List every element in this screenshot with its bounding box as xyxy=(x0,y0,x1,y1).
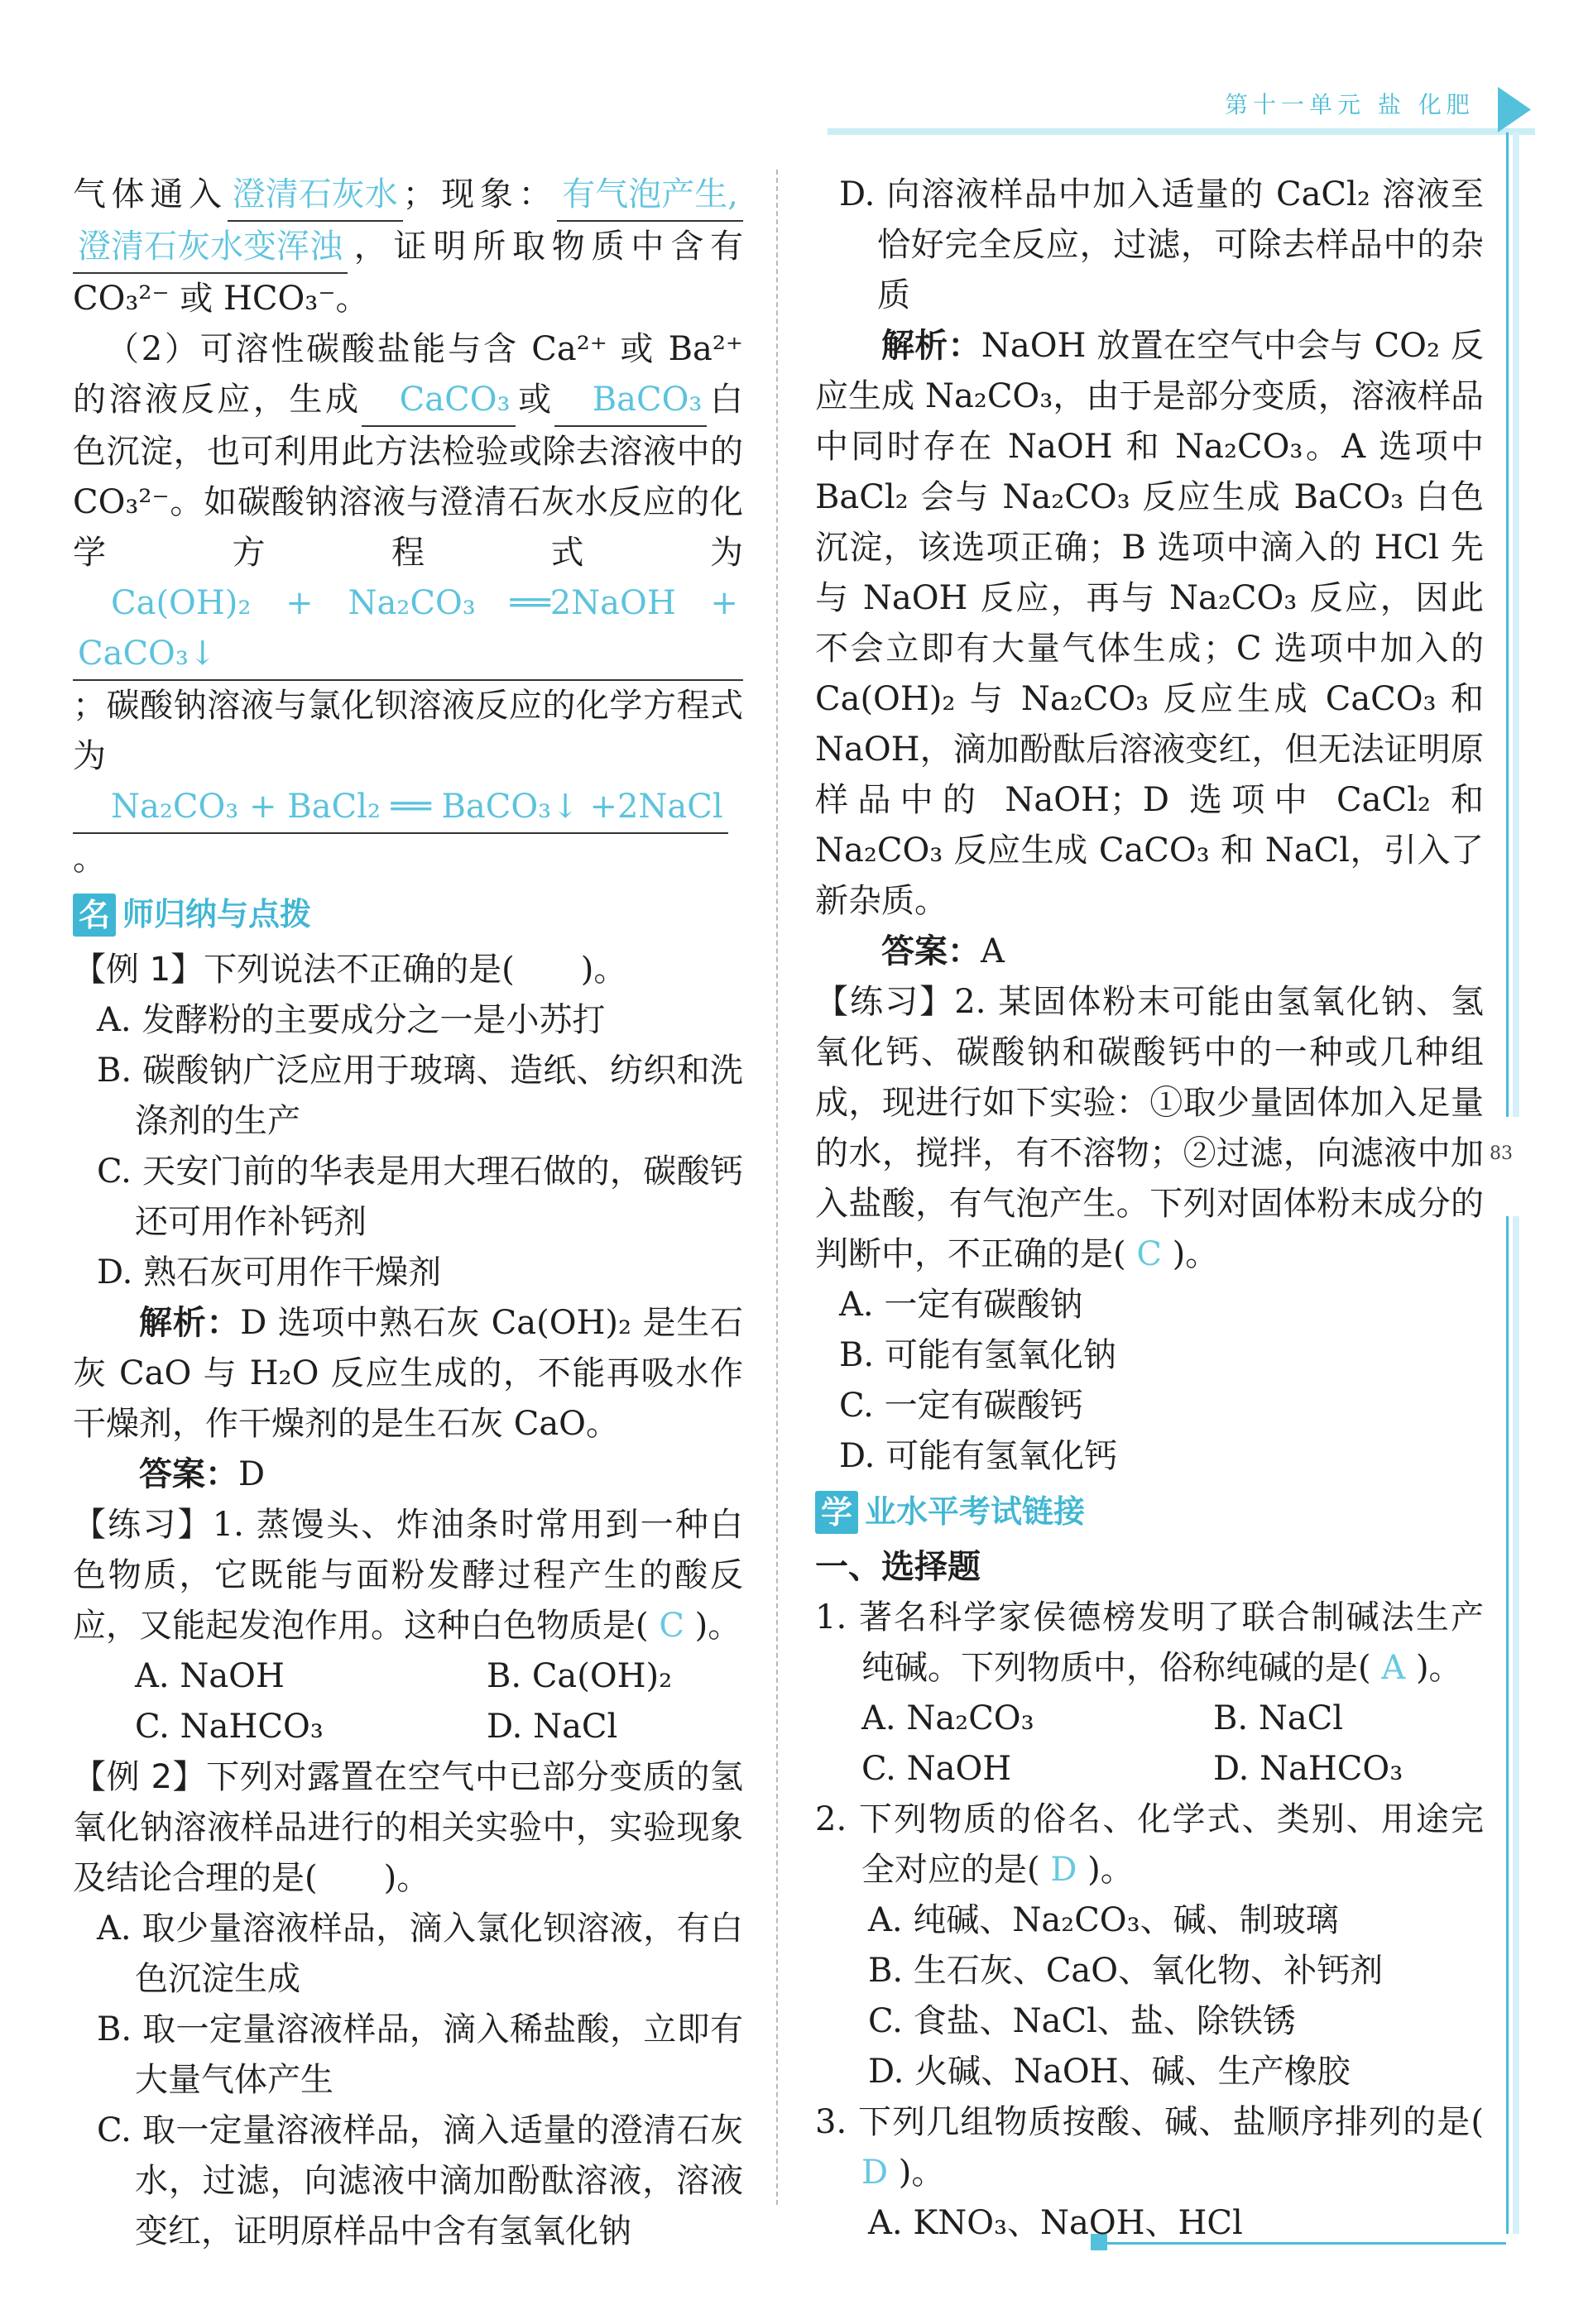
filled-answer: C xyxy=(1136,1235,1162,1273)
answer-label: 答案： xyxy=(881,932,981,970)
text: 气体通入 xyxy=(73,175,228,213)
option: C. 食盐、NaCl、盐、除铁锈 xyxy=(868,2002,1296,2040)
option: B. Ca(OH)₂ xyxy=(487,1657,673,1695)
section-icon: 名 xyxy=(73,894,116,937)
text: 1. 蒸馒头、炸油条时常用到一种白色物质，它既能与面粉发酵过程产生的酸反应，又能起发泡作用。这种白色物质是( xyxy=(73,1506,744,1645)
text: 1. 著名科学家侯德榜发明了联合制碱法生产纯碱。下列物质中，俗称纯碱的是( xyxy=(815,1598,1484,1687)
options-row xyxy=(73,1651,743,1702)
option: A. 纯碱、Na₂CO₃、碱、制玻璃 xyxy=(868,1901,1339,1939)
practice-tag: 【练习】 xyxy=(815,983,955,1021)
answer-blank: 澄清石灰水变浑浊 xyxy=(73,222,348,274)
filled-answer: C xyxy=(659,1607,684,1645)
example-2-analysis xyxy=(815,321,1484,927)
header-title: 第十一单元 盐 化肥 xyxy=(1225,91,1475,118)
text: )。 xyxy=(1172,1235,1219,1273)
option: C. 天安门前的华表是用大理石做的，碳酸钙还可用作补钙剂 xyxy=(97,1152,743,1241)
option: A. 发酵粉的主要成分之一是小苏打 xyxy=(97,1001,606,1039)
question-3 xyxy=(815,2097,1484,2198)
text: CO₃²⁻ 或 HCO₃⁻。 xyxy=(73,280,369,318)
option: C. NaHCO₃ xyxy=(135,1708,324,1746)
option: D. 火碱、NaOH、碱、生产橡胶 xyxy=(868,2053,1351,2091)
text: NaOH 放置在空气中会与 CO₂ 反应生成 Na₂CO₃，由于是部分变质，溶液样品中同时存在 NaOH 和 Na₂CO₃。A 选项中 BaCl₂ 会与 Na₂CO₃ 反应生成 BaCO₃ 白色沉淀，该选项正确；B 选项中滴入的 HCl 先与 NaOH 反应，再与 Na₂CO₃ 反应，因此不会立即有大量气体生成；C 选项中加入的 Ca(OH)₂ 与 Na₂CO₃ 反应生成 CaCO₃ 和 NaOH，滴加酚酞后溶液变红，但无法证明原样品中的 NaOH；D 选项中 CaCl₂ 和 Na₂CO₃ 反应生成 CaCO₃ 和 NaCl，引入了新杂质。 xyxy=(815,327,1485,920)
option: B. 生石灰、CaO、氧化物、补钙剂 xyxy=(868,1952,1384,1990)
paragraph-1 xyxy=(73,170,743,324)
section-title: 师归纳与点拨 xyxy=(122,896,312,932)
practice-1-question xyxy=(73,1500,743,1651)
option: D. NaCl xyxy=(487,1708,618,1746)
answer-value: D xyxy=(238,1455,266,1493)
option: D. NaHCO₃ xyxy=(1213,1750,1403,1788)
filled-answer: D xyxy=(861,2154,889,2192)
option: C. 一定有碳酸钙 xyxy=(839,1387,1083,1425)
text: 。 xyxy=(73,840,106,878)
text: )。 xyxy=(694,1607,741,1645)
answer-blank: 澄清石灰水 xyxy=(228,170,403,222)
options-row xyxy=(73,1702,743,1752)
right-column xyxy=(815,170,1484,2249)
section-heading-exam xyxy=(815,1487,1484,1537)
answer-value: A xyxy=(981,932,1005,970)
header-band xyxy=(828,128,1535,135)
practice-tag: 【练习】 xyxy=(73,1506,213,1544)
left-column xyxy=(73,170,743,2257)
option: A. 一定有碳酸钠 xyxy=(839,1286,1083,1324)
example-1-answer xyxy=(73,1450,743,1500)
text: 下列对露置在空气中已部分变质的氢氧化钠溶液样品进行的相关实验中，实验现象及结论合理的是( )。 xyxy=(73,1758,743,1897)
section-heading-teacher xyxy=(73,889,743,940)
answer-label: 答案： xyxy=(139,1455,238,1493)
option: A. Na₂CO₃ xyxy=(861,1699,1034,1737)
header-flag-shape xyxy=(1498,87,1531,132)
page-number-box xyxy=(1486,1117,1519,1216)
question-1 xyxy=(815,1593,1484,1694)
part-title: 一、选择题 xyxy=(815,1548,981,1586)
example-2-question xyxy=(73,1752,743,1904)
option: A. 取少量溶液样品，滴入氯化钡溶液，有白色沉淀生成 xyxy=(97,1910,743,1998)
option: B. 取一定量溶液样品，滴入稀盐酸，立即有大量气体产生 xyxy=(97,2010,743,2099)
options-row xyxy=(815,1744,1484,1795)
question-2 xyxy=(815,1795,1484,1895)
analysis-label: 解析： xyxy=(881,327,981,365)
text: 2. 某固体粉末可能由氢氧化钠、氢氧化钙、碳酸钠和碳酸钙中的一种或几种组成，现进行如下实验：①取少量固体加入足量的水，搅拌，有不溶物；②过滤，向滤液中加入盐酸，有气泡产生。下列对固体粉末成分的判断中，不正确的是( xyxy=(815,983,1484,1273)
answer-blank: Na₂CO₃ + BaCl₂ ══ BaCO₃↓ +2NaCl xyxy=(73,782,728,834)
filled-answer: D xyxy=(1050,1851,1077,1889)
example-1-question xyxy=(73,945,743,995)
option: D. 熟石灰可用作干燥剂 xyxy=(97,1253,442,1291)
option: D. 向溶液样品中加入适量的 CaCl₂ 溶液至恰好完全反应，过滤，可除去样品中的杂质 xyxy=(839,175,1484,314)
text: 下列说法不正确的是( )。 xyxy=(204,951,627,989)
option: D. 可能有氢氧化钙 xyxy=(839,1437,1118,1475)
text: 或 xyxy=(515,381,554,419)
text: ；现象： xyxy=(402,175,558,213)
option: C. 取一定量溶液样品，滴入适量的澄清石灰水，过滤，向滤液中滴加酚酞溶液，溶液变红，证明原样品中含有氢氧化钠 xyxy=(97,2111,743,2250)
text: （2）可溶性碳酸盐能与含 Ca²⁺ 或 Ba²⁺ 的溶液反应，生成 xyxy=(73,330,743,419)
text: ，证明所取物质中含有 xyxy=(348,228,743,266)
analysis-label: 解析： xyxy=(139,1304,241,1342)
example-tag: 【例 2】 xyxy=(73,1758,207,1796)
option: C. NaOH xyxy=(861,1750,1012,1788)
text: 3. 下列几组物质按酸、碱、盐顺序排列的是( xyxy=(815,2103,1484,2141)
text: 白色沉淀，也可利用此方法检验或除去溶液中的 CO₃²⁻。如碳酸钠溶液与澄清石灰水反应的化学方程式为 xyxy=(73,381,744,572)
column-divider xyxy=(776,170,778,2205)
text: 2. 下列物质的俗名、化学式、类别、用途完全对应的是( xyxy=(815,1800,1484,1889)
example-tag: 【例 1】 xyxy=(73,951,204,989)
text: ；碳酸钠溶液与氯化钡溶液反应的化学方程式为 xyxy=(73,687,743,775)
example-2-answer xyxy=(815,927,1484,977)
text: )。 xyxy=(898,2154,945,2192)
text: D 选项中熟石灰 Ca(OH)₂ 是生石灰 CaO 与 H₂O 反应生成的，不能再吸水作干燥剂，作干燥剂的是生石灰 CaO。 xyxy=(73,1304,744,1443)
section-title: 业水平考试链接 xyxy=(865,1493,1086,1530)
option: B. 碳酸钠广泛应用于玻璃、造纸、纺织和洗涤剂的生产 xyxy=(97,1052,743,1140)
option: A. NaOH xyxy=(135,1657,285,1695)
option: B. 可能有氢氧化钠 xyxy=(839,1336,1116,1374)
options-row xyxy=(815,1694,1484,1744)
practice-2-question xyxy=(815,977,1484,1280)
answer-blank: CaCO₃ xyxy=(362,375,516,427)
section-icon: 学 xyxy=(815,1491,858,1534)
option: B. NaCl xyxy=(1213,1699,1344,1737)
text: )。 xyxy=(1087,1851,1134,1889)
example-1-analysis xyxy=(73,1298,743,1450)
answer-blank: Ca(OH)₂ + Na₂CO₃ ══2NaOH + CaCO₃↓ xyxy=(73,578,743,681)
option: A. KNO₃、NaOH、HCl xyxy=(868,2204,1243,2242)
page-number: 83 xyxy=(1490,1143,1513,1164)
answer-blank: BaCO₃ xyxy=(554,375,708,427)
filled-answer: A xyxy=(1381,1649,1406,1687)
paragraph-2 xyxy=(73,324,743,884)
text: )。 xyxy=(1415,1649,1462,1687)
answer-blank: 有气泡产生, xyxy=(557,170,743,222)
